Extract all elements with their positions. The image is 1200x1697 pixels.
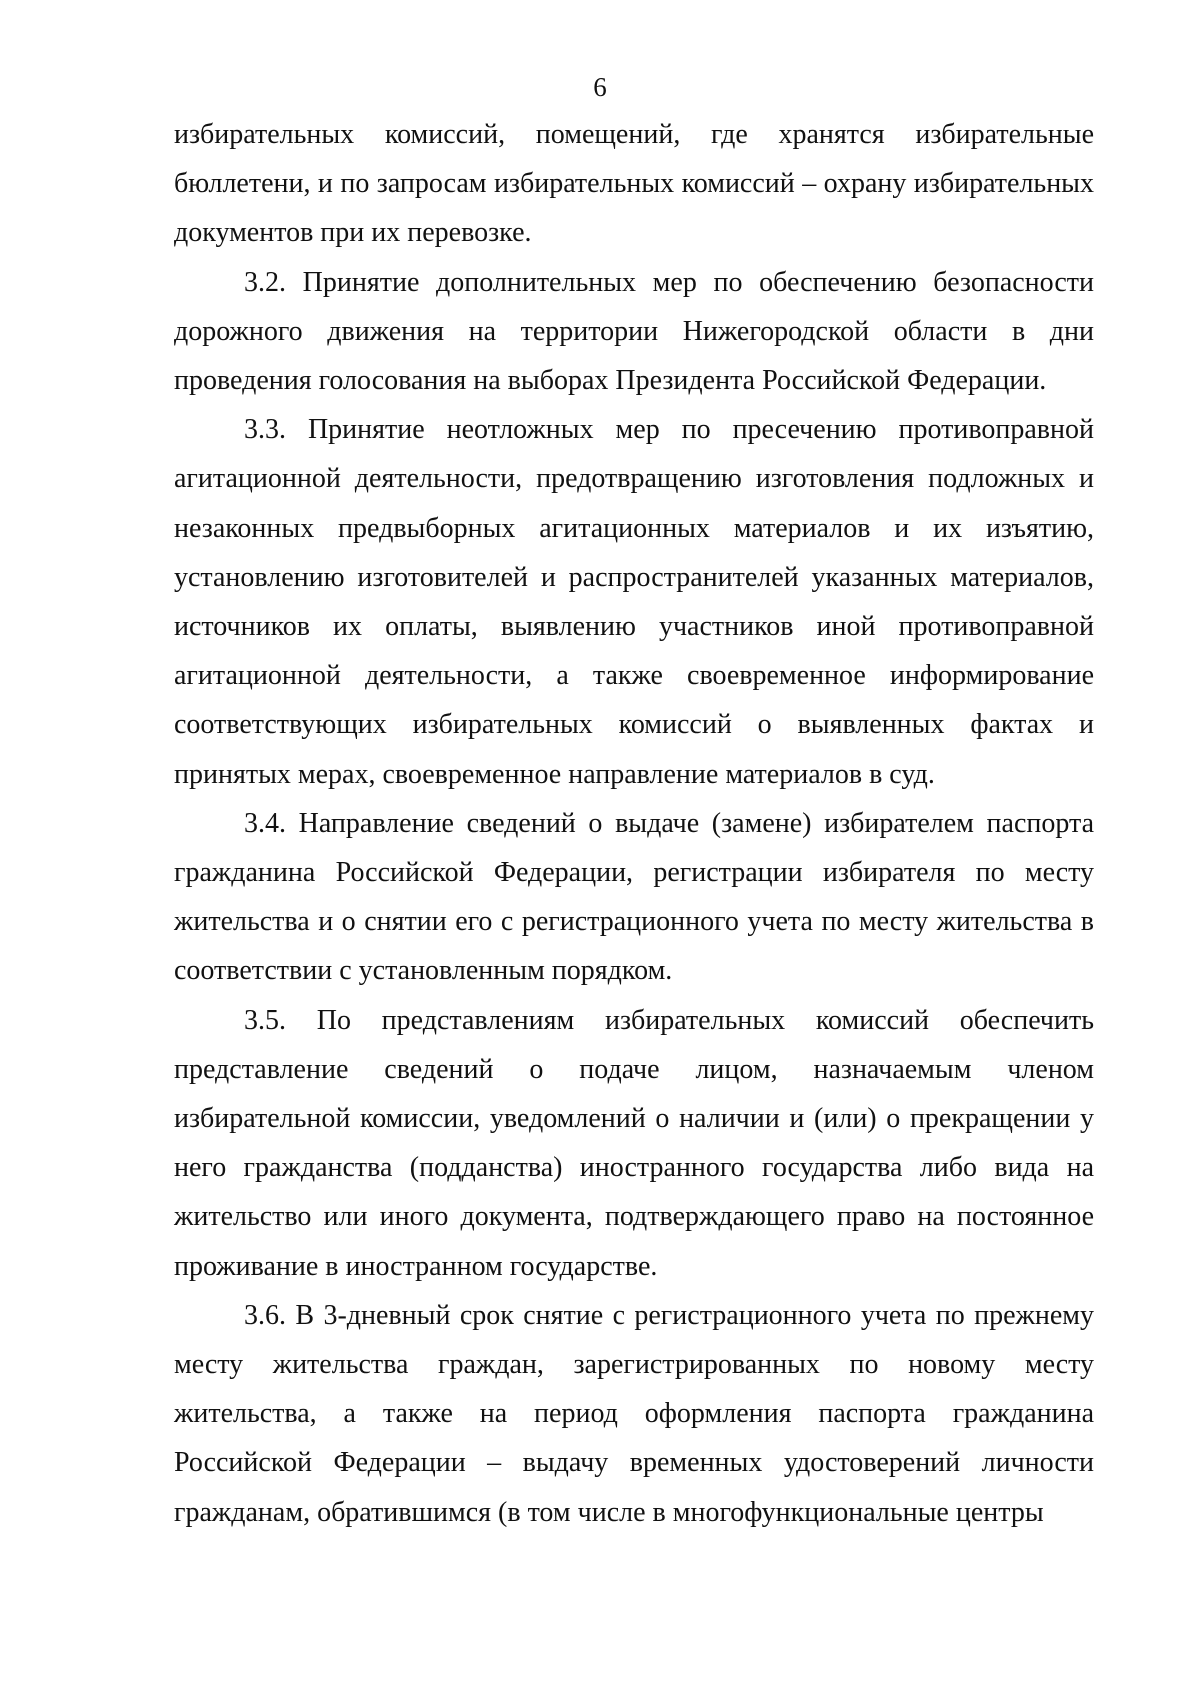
paragraph-3-6: 3.6. В 3-дневный срок снятие с регистрационного учета по прежнему месту жительства граждан, зарегистрированных по новому месту жительства, а также на период оформления паспорта гражданина Российской Федерации – выдачу временных удостоверений личности гражданам, обратившимся (в том числе в многофункциональные центры (174, 1299, 1094, 1528)
paragraph-3-5: 3.5. По представлениям избирательных комиссий обеспечить представление сведений о подаче лицом, назначаемым членом избирательной комиссии, уведомлений о наличии и (или) о прекращении у него гражданства (подданства) иностранного государства либо вида на жительство или иного документа, подтверждающего право на постоянное проживание в иностранном государстве. (174, 1004, 1094, 1282)
document-body (174, 110, 1094, 1537)
page-number: 6 (593, 72, 607, 102)
paragraph-continuation: избирательных комиссий, помещений, где хранятся избирательные бюллетени, и по запросам избирательных комиссий – охрану избирательных документов при их перевозке. (174, 119, 1094, 249)
paragraph-3-3: 3.3. Принятие неотложных мер по пресечению противоправной агитационной деятельности, предотвращению изготовления подложных и незаконных предвыборных агитационных материалов и их изъятию, установлению изготовителей и распространителей указанных материалов, источников их оплаты, выявлению участников иной противоправной агитационной деятельности, а также своевременное информирование соответствующих избирательных комиссий о выявленных фактах и принятых мерах, своевременное направление материалов в суд. (174, 414, 1094, 790)
paragraph-3-4: 3.4. Направление сведений о выдаче (замене) избирателем паспорта гражданина Российской Федерации, регистрации избирателя по месту жительства и о снятии его с регистрационного учета по месту жительства в соответствии с установленным порядком. (174, 807, 1094, 987)
paragraph-3-2: 3.2. Принятие дополнительных мер по обеспечению безопасности дорожного движения на территории Нижегородской области в дни проведения голосования на выборах Президента Российской Федерации. (174, 266, 1094, 397)
